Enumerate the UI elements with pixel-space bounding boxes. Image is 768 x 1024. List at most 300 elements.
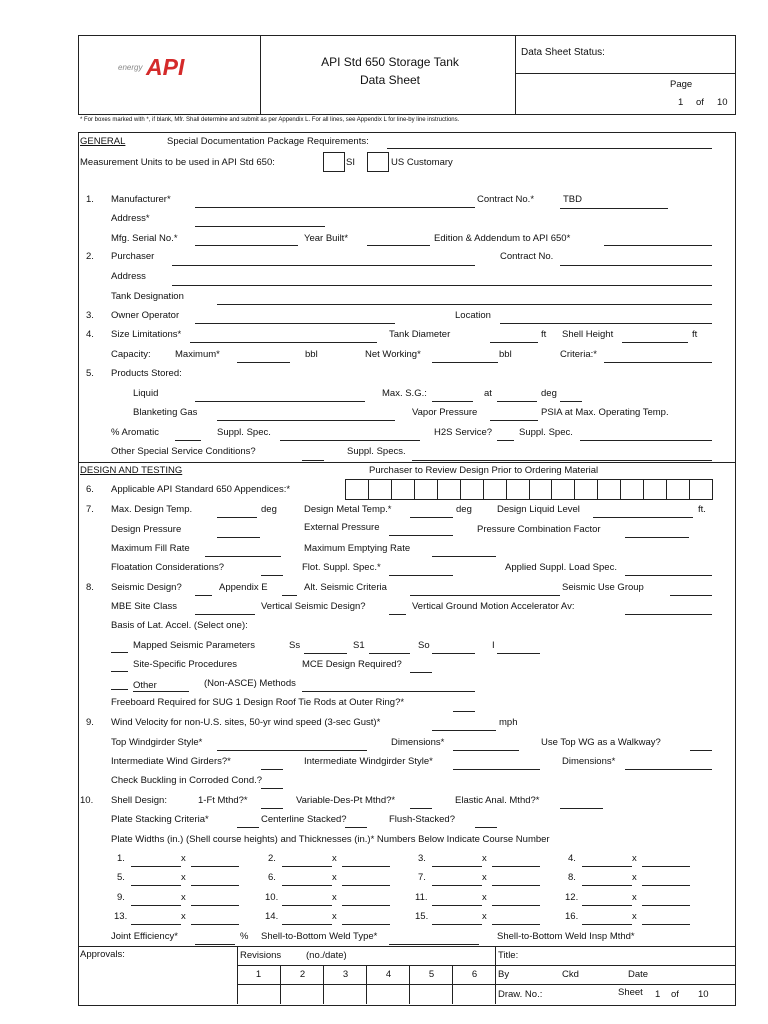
- flot-suppl-spec-label: Flot. Suppl. Spec.*: [302, 562, 381, 573]
- appendix-boxes: [345, 479, 712, 499]
- sheet-number: 1: [655, 989, 661, 1000]
- course-number: 8.: [568, 872, 576, 883]
- course-thickness-field[interactable]: [342, 866, 390, 867]
- course-x: x: [181, 853, 186, 864]
- appendix-box[interactable]: [368, 479, 392, 500]
- course-number: 15.: [415, 911, 429, 922]
- intermediate-girders-label: Intermediate Wind Girders?*: [111, 756, 231, 767]
- tank-diameter-field[interactable]: [490, 342, 538, 343]
- tank-diameter-label: Tank Diameter: [389, 329, 451, 340]
- shell-to-bottom-weld-field[interactable]: [389, 944, 479, 945]
- course-x: x: [482, 872, 487, 883]
- by-label: By: [498, 969, 510, 980]
- course-thickness-field[interactable]: [492, 924, 540, 925]
- revision-cell[interactable]: [409, 965, 453, 1004]
- course-x: x: [332, 892, 337, 903]
- course-number: 10.: [265, 892, 279, 903]
- item-number-7: 7.: [86, 504, 94, 515]
- course-number: 12.: [565, 892, 579, 903]
- at-temp-field[interactable]: [497, 401, 537, 402]
- vertical-ground-field[interactable]: [625, 614, 712, 615]
- design-section-divider: [78, 462, 735, 463]
- course-thickness-field[interactable]: [642, 924, 690, 925]
- title-row-line-2: [495, 984, 735, 985]
- shell-design-label: Shell Design:: [111, 795, 167, 806]
- address-star-label: Address*: [111, 213, 150, 224]
- course-width-field[interactable]: [282, 885, 332, 886]
- course-width-field[interactable]: [432, 924, 482, 925]
- header-status-divider: [515, 73, 735, 74]
- course-width-field[interactable]: [282, 866, 332, 867]
- item-number-9: 9.: [86, 717, 94, 728]
- course-width-field[interactable]: [131, 924, 181, 925]
- mbe-site-class-label: MBE Site Class: [111, 601, 177, 612]
- non-asce-field[interactable]: [302, 691, 475, 692]
- weld-insp-label: Shell-to-Bottom Weld Insp Mthd*: [497, 931, 635, 942]
- item-number-10: 10.: [80, 795, 94, 806]
- appendix-box[interactable]: [506, 479, 530, 500]
- flush-stacked-field[interactable]: [475, 827, 497, 828]
- suppl-specs-field[interactable]: [412, 460, 712, 461]
- page-of: of: [696, 97, 704, 108]
- s1-label: S1: [353, 640, 365, 651]
- appendices-label: Applicable API Standard 650 Appendices:*: [111, 484, 291, 495]
- appendix-box[interactable]: [437, 479, 461, 500]
- course-thickness-field[interactable]: [342, 885, 390, 886]
- course-width-field[interactable]: [282, 924, 332, 925]
- us-customary-checkbox[interactable]: [367, 152, 389, 172]
- contract-no-label: Contract No.: [500, 251, 554, 262]
- course-width-field[interactable]: [131, 905, 181, 906]
- mce-field[interactable]: [410, 672, 432, 673]
- revision-number: 3: [342, 969, 349, 980]
- course-number: 11.: [415, 892, 428, 903]
- units-label: Measurement Units to be used in API Std 650:: [80, 157, 275, 168]
- course-number: 2.: [268, 853, 276, 864]
- sheet-total: 10: [698, 989, 709, 1000]
- variable-des-pt-label: Variable-Des-Pt Mthd?*: [296, 795, 396, 806]
- page-label: Page: [670, 79, 693, 90]
- revision-cell[interactable]: [280, 965, 324, 1004]
- course-thickness-field[interactable]: [342, 905, 390, 906]
- deg-label: deg: [541, 388, 557, 399]
- variable-des-pt-field[interactable]: [410, 808, 432, 809]
- deg-field[interactable]: [560, 401, 582, 402]
- manufacturer-field[interactable]: [195, 207, 475, 208]
- appendix-e-label: Appendix E: [219, 582, 268, 593]
- course-x: x: [482, 853, 487, 864]
- item-number-4: 4.: [86, 329, 94, 340]
- course-thickness-field[interactable]: [642, 905, 690, 906]
- plate-widths-label: Plate Widths (in.) (Shell course heights) and Thicknesses (in.)* Numbers Below Indicate Course Number: [111, 834, 550, 845]
- plate-stacking-label: Plate Stacking Criteria*: [111, 814, 209, 825]
- seismic-design-label: Seismic Design?: [111, 582, 182, 593]
- course-width-field[interactable]: [582, 924, 632, 925]
- vertical-ground-label: Vertical Ground Motion Accelerator Av:: [412, 601, 575, 612]
- design-pressure-field[interactable]: [217, 537, 260, 538]
- course-number: 6.: [268, 872, 276, 883]
- year-built-field[interactable]: [367, 245, 430, 246]
- top-windgirder-field[interactable]: [217, 750, 367, 751]
- course-x: x: [181, 872, 186, 883]
- appendix-box[interactable]: [483, 479, 507, 500]
- design-liquid-level-field[interactable]: [593, 517, 693, 518]
- blanketing-gas-field[interactable]: [217, 420, 395, 421]
- course-number: 14.: [265, 911, 279, 922]
- item-number-5: 5.: [86, 368, 94, 379]
- course-width-field[interactable]: [131, 885, 181, 886]
- purchaser-label: Purchaser: [111, 251, 155, 262]
- h2s-field[interactable]: [497, 440, 514, 441]
- course-thickness-field[interactable]: [342, 924, 390, 925]
- h2s-suppl-spec-label: Suppl. Spec.: [519, 427, 573, 438]
- tank-designation-label: Tank Designation: [111, 291, 184, 302]
- contract-no-star-label: Contract No.*: [477, 194, 535, 205]
- si-checkbox[interactable]: [323, 152, 345, 172]
- mfg-serial-label: Mfg. Serial No.*: [111, 233, 178, 244]
- aromatic-label: % Aromatic: [111, 427, 160, 438]
- max-emptying-rate-field[interactable]: [432, 556, 496, 557]
- course-number: 7.: [418, 872, 426, 883]
- shell-height-unit: ft: [692, 329, 698, 340]
- course-thickness-field[interactable]: [642, 866, 690, 867]
- edition-label: Edition & Addendum to API 650*: [434, 233, 571, 244]
- basis-lat-accel-label: Basis of Lat. Accel. (Select one):: [111, 620, 248, 631]
- ss-field[interactable]: [304, 653, 347, 654]
- course-number: 4.: [568, 853, 576, 864]
- aromatic-field[interactable]: [175, 440, 201, 441]
- footer-top-line: [78, 946, 735, 947]
- other-special-label: Other Special Service Conditions?: [111, 446, 256, 457]
- special-doc-field[interactable]: [387, 148, 712, 149]
- edition-field[interactable]: [604, 245, 712, 246]
- course-width-field[interactable]: [582, 866, 632, 867]
- vapor-pressure-field[interactable]: [490, 420, 538, 421]
- course-thickness-field[interactable]: [642, 885, 690, 886]
- products-stored-label: Products Stored:: [111, 368, 182, 379]
- non-asce-label: (Non-ASCE) Methods: [204, 678, 296, 689]
- course-x: x: [482, 911, 487, 922]
- flush-stacked-label: Flush-Stacked?: [389, 814, 456, 825]
- course-number: 5.: [117, 872, 125, 883]
- course-number: 9.: [117, 892, 125, 903]
- maximum-capacity-field[interactable]: [237, 362, 290, 363]
- course-width-field[interactable]: [282, 905, 332, 906]
- course-x: x: [632, 872, 637, 883]
- revision-cell[interactable]: [452, 965, 496, 1004]
- net-working-label: Net Working*: [365, 349, 421, 360]
- sheet-of: of: [671, 989, 679, 1000]
- maximum-capacity-unit: bbl: [305, 349, 318, 360]
- course-x: x: [332, 853, 337, 864]
- course-width-field[interactable]: [432, 905, 482, 906]
- seismic-use-group-field[interactable]: [670, 595, 712, 596]
- course-x: x: [332, 911, 337, 922]
- course-number: 16.: [565, 911, 579, 922]
- revision-number: 4: [385, 969, 392, 980]
- doc-title-line-1: API Std 650 Storage Tank: [321, 55, 459, 69]
- max-fill-rate-label: Maximum Fill Rate: [111, 543, 190, 554]
- location-label: Location: [455, 310, 491, 321]
- max-fill-rate-field[interactable]: [205, 556, 281, 557]
- item-number-2: 2.: [86, 251, 94, 262]
- course-x: x: [332, 872, 337, 883]
- liquid-label: Liquid: [133, 388, 159, 399]
- course-thickness-field[interactable]: [492, 885, 540, 886]
- revision-cell[interactable]: [366, 965, 410, 1004]
- aromatic-suppl-spec-label: Suppl. Spec.: [217, 427, 271, 438]
- owner-operator-field[interactable]: [195, 323, 395, 324]
- criteria-label: Criteria:*: [560, 349, 597, 360]
- course-width-field[interactable]: [582, 905, 632, 906]
- top-dimensions-field[interactable]: [453, 750, 519, 751]
- appendix-box[interactable]: [551, 479, 575, 500]
- elastic-anal-label: Elastic Anal. Mthd?*: [455, 795, 540, 806]
- joint-efficiency-label: Joint Efficiency*: [111, 931, 178, 942]
- check-buckling-label: Check Buckling in Corroded Cond.?: [111, 775, 263, 786]
- appendix-box[interactable]: [574, 479, 598, 500]
- address-field[interactable]: [172, 285, 712, 286]
- psia-label: PSIA at Max. Operating Temp.: [541, 407, 669, 418]
- external-pressure-label: External Pressure: [304, 522, 380, 533]
- revision-cell[interactable]: [237, 965, 280, 1004]
- vertical-seismic-field[interactable]: [389, 614, 406, 615]
- logo-small-text: energy: [118, 63, 143, 72]
- data-sheet-status-label: Data Sheet Status:: [521, 47, 605, 58]
- approvals-label: Approvals:: [80, 949, 125, 960]
- pressure-combination-field[interactable]: [625, 537, 689, 538]
- contract-no-field[interactable]: [560, 208, 668, 209]
- appendix-box[interactable]: [460, 479, 484, 500]
- appendix-box[interactable]: [414, 479, 438, 500]
- at-label: at: [484, 388, 492, 399]
- pressure-combination-label: Pressure Combination Factor: [477, 524, 601, 535]
- design-metal-temp-unit: deg: [456, 504, 472, 515]
- applied-suppl-load-field[interactable]: [625, 575, 712, 576]
- appendix-box[interactable]: [666, 479, 690, 500]
- net-working-field[interactable]: [432, 362, 498, 363]
- header-divider-1: [260, 35, 261, 114]
- external-pressure-field[interactable]: [389, 535, 453, 536]
- date-label: Date: [628, 969, 649, 980]
- course-thickness-field[interactable]: [492, 866, 540, 867]
- revision-number: 2: [299, 969, 306, 980]
- alt-seismic-field[interactable]: [410, 595, 560, 596]
- us-customary-label: US Customary: [391, 157, 453, 168]
- review-design-label: Purchaser to Review Design Prior to Ordering Material: [369, 465, 599, 476]
- h2s-suppl-spec-field[interactable]: [580, 440, 712, 441]
- max-design-temp-field[interactable]: [217, 517, 257, 518]
- centerline-stacked-label: Centerline Stacked?: [261, 814, 347, 825]
- appendix-box[interactable]: [643, 479, 667, 500]
- joint-efficiency-pct: %: [240, 931, 249, 942]
- max-sg-label: Max. S.G.:: [382, 388, 427, 399]
- i-field[interactable]: [497, 653, 540, 654]
- vapor-pressure-label: Vapor Pressure: [412, 407, 478, 418]
- course-x: x: [181, 911, 186, 922]
- tank-diameter-unit: ft: [541, 329, 547, 340]
- size-limitations-label: Size Limitations*: [111, 329, 182, 340]
- max-emptying-rate-label: Maximum Emptying Rate: [304, 543, 411, 554]
- elastic-anal-field[interactable]: [560, 808, 603, 809]
- freeboard-field[interactable]: [453, 711, 475, 712]
- sheet-label: Sheet: [618, 987, 643, 998]
- applied-suppl-load-label: Applied Suppl. Load Spec.: [505, 562, 617, 573]
- revision-cells: [237, 965, 495, 1004]
- max-sg-field[interactable]: [432, 401, 473, 402]
- floatation-field[interactable]: [261, 575, 283, 576]
- design-metal-temp-field[interactable]: [410, 517, 453, 518]
- course-thickness-field[interactable]: [191, 885, 239, 886]
- course-width-field[interactable]: [432, 885, 482, 886]
- purchaser-field[interactable]: [172, 265, 475, 266]
- vertical-seismic-label: Vertical Seismic Design?: [261, 601, 366, 612]
- owner-operator-label: Owner Operator: [111, 310, 180, 321]
- criteria-field[interactable]: [604, 362, 712, 363]
- other-special-field[interactable]: [302, 460, 324, 461]
- appendix-e-field[interactable]: [282, 595, 297, 596]
- doc-title-line-2: Data Sheet: [359, 73, 421, 87]
- address-star-field[interactable]: [195, 226, 325, 227]
- intermediate-girders-field[interactable]: [261, 769, 283, 770]
- item-number-1: 1.: [86, 194, 94, 205]
- tank-designation-field[interactable]: [217, 304, 712, 305]
- course-thickness-field[interactable]: [492, 905, 540, 906]
- revision-number: 1: [255, 969, 262, 980]
- mce-label: MCE Design Required?: [302, 659, 402, 670]
- item-number-8: 8.: [86, 582, 94, 593]
- design-liquid-level-unit: ft.: [698, 504, 706, 515]
- max-design-temp-unit: deg: [261, 504, 277, 515]
- size-limitations-field[interactable]: [190, 342, 377, 343]
- seismic-design-field[interactable]: [195, 595, 212, 596]
- check-buckling-field[interactable]: [261, 788, 283, 789]
- blanketing-gas-label: Blanketing Gas: [133, 407, 198, 418]
- purchaser-contract-field[interactable]: [560, 265, 712, 266]
- intermediate-dimensions-field[interactable]: [625, 769, 712, 770]
- so-field[interactable]: [432, 653, 475, 654]
- page-number: 1: [678, 97, 684, 108]
- freeboard-label: Freeboard Required for SUG 1 Design Roof Tie Rods at Outer Ring?*: [111, 697, 405, 708]
- course-x: x: [181, 892, 186, 903]
- i-label: I: [492, 640, 495, 651]
- centerline-stacked-field[interactable]: [345, 827, 367, 828]
- max-design-temp-label: Max. Design Temp.: [111, 504, 193, 515]
- top-dimensions-label: Dimensions*: [391, 737, 445, 748]
- one-ft-method-field[interactable]: [261, 808, 283, 809]
- other-method-field[interactable]: [133, 691, 189, 692]
- shell-to-bottom-weld-label: Shell-to-Bottom Weld Type*: [261, 931, 378, 942]
- appendix-box[interactable]: [529, 479, 553, 500]
- other-method-checkbox[interactable]: [111, 689, 128, 690]
- shell-height-label: Shell Height: [562, 329, 614, 340]
- mbe-site-class-field[interactable]: [195, 614, 255, 615]
- course-thickness-field[interactable]: [191, 924, 239, 925]
- other-method-label: Other: [133, 680, 157, 691]
- item-number-3: 3.: [86, 310, 94, 321]
- capacity-label: Capacity:: [111, 349, 151, 360]
- intermediate-style-field[interactable]: [453, 769, 540, 770]
- manufacturer-label: Manufacturer*: [111, 194, 171, 205]
- ss-label: Ss: [289, 640, 301, 651]
- liquid-field[interactable]: [195, 401, 365, 402]
- plate-stacking-field[interactable]: [237, 827, 259, 828]
- so-label: So: [418, 640, 430, 651]
- alt-seismic-label: Alt. Seismic Criteria: [304, 582, 387, 593]
- floatation-label: Floatation Considerations?: [111, 562, 225, 573]
- course-number: 1.: [117, 853, 125, 864]
- location-field[interactable]: [500, 323, 712, 324]
- course-thickness-field[interactable]: [191, 866, 239, 867]
- design-liquid-level-label: Design Liquid Level: [497, 504, 580, 515]
- use-top-wg-label: Use Top WG as a Walkway?: [541, 737, 661, 748]
- draw-no-label: Draw. No.:: [498, 989, 543, 1000]
- mapped-seismic-checkbox[interactable]: [111, 652, 128, 653]
- appendix-box[interactable]: [345, 479, 369, 500]
- top-windgirder-label: Top Windgirder Style*: [111, 737, 203, 748]
- course-x: x: [632, 892, 637, 903]
- s1-field[interactable]: [369, 653, 410, 654]
- wind-velocity-field[interactable]: [432, 730, 496, 731]
- footnote: * For boxes marked with *, if blank, Mfr. Shall determine and submit as per Appendix L. For all lines, see Appendix L for line-by line instructions.: [80, 117, 460, 123]
- ckd-label: Ckd: [562, 969, 579, 980]
- aromatic-suppl-spec-field[interactable]: [280, 440, 420, 441]
- site-specific-label: Site-Specific Procedures: [133, 659, 238, 670]
- course-x: x: [632, 911, 637, 922]
- site-specific-checkbox[interactable]: [111, 671, 128, 672]
- course-thickness-field[interactable]: [191, 905, 239, 906]
- no-date-label: (no./date): [306, 950, 347, 961]
- general-heading: GENERAL: [80, 136, 126, 147]
- title-label: Title:: [498, 950, 519, 961]
- use-top-wg-field[interactable]: [690, 750, 712, 751]
- address-label: Address: [111, 271, 146, 282]
- joint-efficiency-field[interactable]: [195, 944, 235, 945]
- intermediate-dimensions-label: Dimensions*: [562, 756, 616, 767]
- year-built-label: Year Built*: [304, 233, 349, 244]
- revision-number: 6: [471, 969, 478, 980]
- net-working-unit: bbl: [499, 349, 512, 360]
- design-testing-heading: DESIGN AND TESTING: [80, 465, 183, 476]
- flot-suppl-spec-field[interactable]: [389, 575, 453, 576]
- appendix-box[interactable]: [597, 479, 621, 500]
- one-ft-method-label: 1-Ft Mthd?*: [198, 795, 248, 806]
- course-x: x: [482, 892, 487, 903]
- course-width-field[interactable]: [131, 866, 181, 867]
- shell-height-field[interactable]: [622, 342, 688, 343]
- revision-cell[interactable]: [323, 965, 367, 1004]
- course-width-field[interactable]: [432, 866, 482, 867]
- appendix-box[interactable]: [689, 479, 713, 500]
- suppl-specs-label: Suppl. Specs.: [347, 446, 406, 457]
- mapped-seismic-label: Mapped Seismic Parameters: [133, 640, 255, 651]
- appendix-box[interactable]: [620, 479, 644, 500]
- mfg-serial-field[interactable]: [195, 245, 298, 246]
- wind-velocity-unit: mph: [499, 717, 518, 728]
- wind-velocity-label: Wind Velocity for non-U.S. sites, 50-yr wind speed (3-sec Gust)*: [111, 717, 381, 728]
- course-x: x: [632, 853, 637, 864]
- title-row-line-1: [495, 965, 735, 966]
- item-number-6: 6.: [86, 484, 94, 495]
- appendix-box[interactable]: [391, 479, 415, 500]
- design-pressure-label: Design Pressure: [111, 524, 182, 535]
- course-width-field[interactable]: [582, 885, 632, 886]
- si-label: SI: [346, 157, 355, 168]
- seismic-use-group-label: Seismic Use Group: [562, 582, 644, 593]
- api-logo: [118, 54, 208, 84]
- maximum-label: Maximum*: [175, 349, 220, 360]
- course-number: 13.: [114, 911, 128, 922]
